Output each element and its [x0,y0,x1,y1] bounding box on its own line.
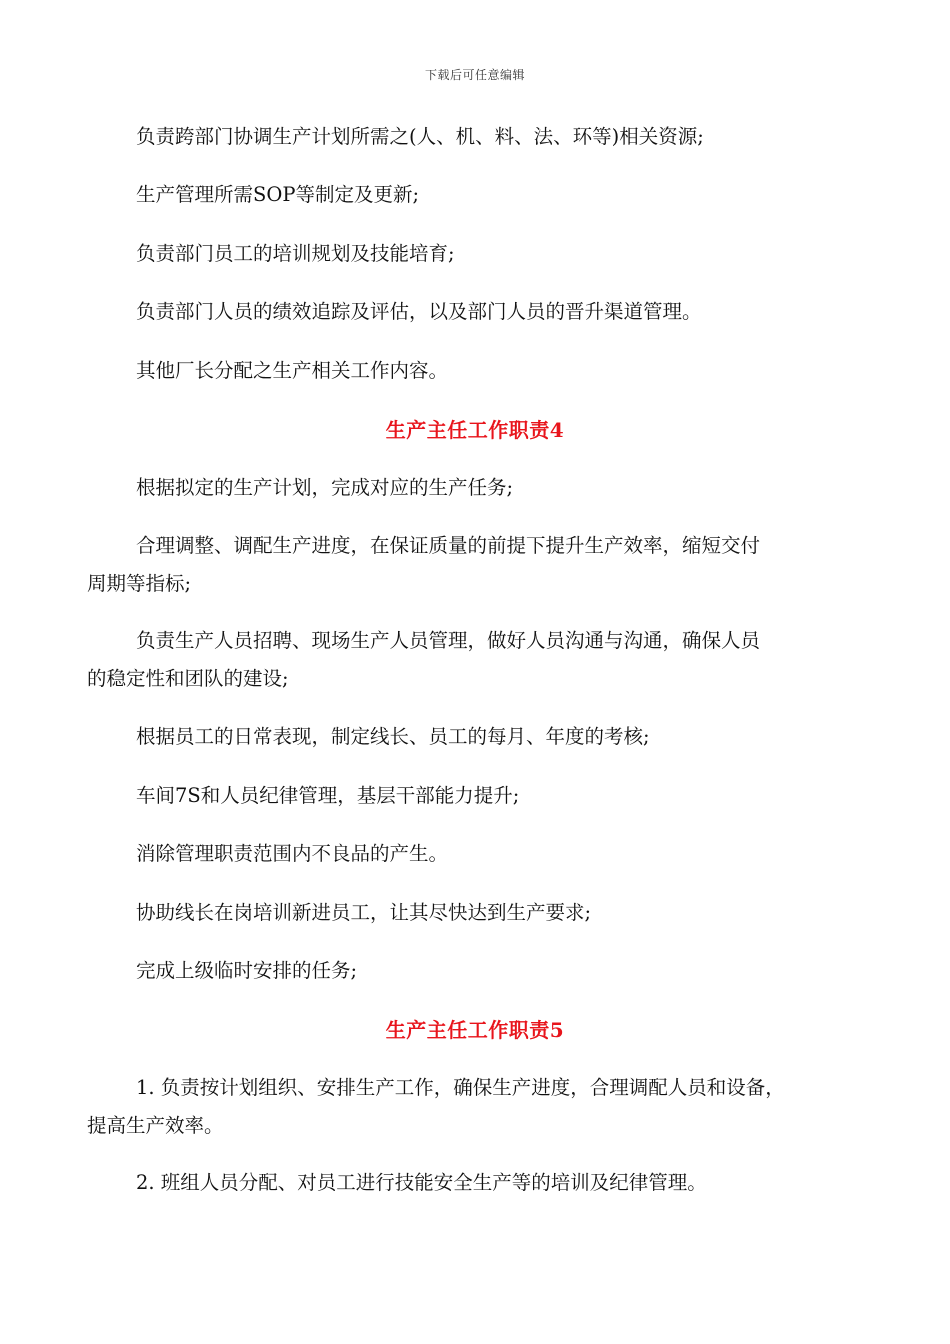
paragraph: 合理调整、调配生产进度，在保证质量的前提下提升生产效率，缩短交付 [136,534,761,557]
paragraph: 车间7S和人员纪律管理，基层干部能力提升; [136,784,520,807]
paragraph: 负责部门人员的绩效追踪及评估，以及部门人员的晋升渠道管理。 [136,300,702,323]
paragraph: 负责生产人员招聘、现场生产人员管理，做好人员沟通与沟通，确保人员 [136,629,761,652]
paragraph: 完成上级临时安排的任务; [136,959,358,982]
page-header-note: 下载后可任意编辑 [424,68,525,82]
paragraph: 2. 班组人员分配、对员工进行技能安全生产等的培训及纪律管理。 [136,1171,707,1194]
paragraph: 1. 负责按计划组织、安排生产工作，确保生产进度，合理调配人员和设备， [136,1076,785,1099]
paragraph: 其他厂长分配之生产相关工作内容。 [136,359,449,382]
paragraph-continuation: 的稳定性和团队的建设; [87,667,289,690]
paragraph: 生产管理所需SOP等制定及更新; [136,183,420,206]
paragraph: 协助线长在岗培训新进员工，让其尽快达到生产要求; [136,901,592,924]
section-heading: 生产主任工作职责4 [385,418,565,442]
paragraph-continuation: 提高生产效率。 [87,1114,224,1137]
paragraph: 根据拟定的生产计划，完成对应的生产任务; [136,476,514,499]
paragraph: 负责跨部门协调生产计划所需之(人、机、料、法、环等)相关资源; [136,125,704,148]
paragraph: 负责部门员工的培训规划及技能培育; [136,242,455,265]
section-heading: 生产主任工作职责5 [385,1018,565,1042]
paragraph-continuation: 周期等指标; [87,572,192,595]
paragraph: 消除管理职责范围内不良品的产生。 [136,842,449,865]
paragraph: 根据员工的日常表现，制定线长、员工的每月、年度的考核; [136,725,650,748]
